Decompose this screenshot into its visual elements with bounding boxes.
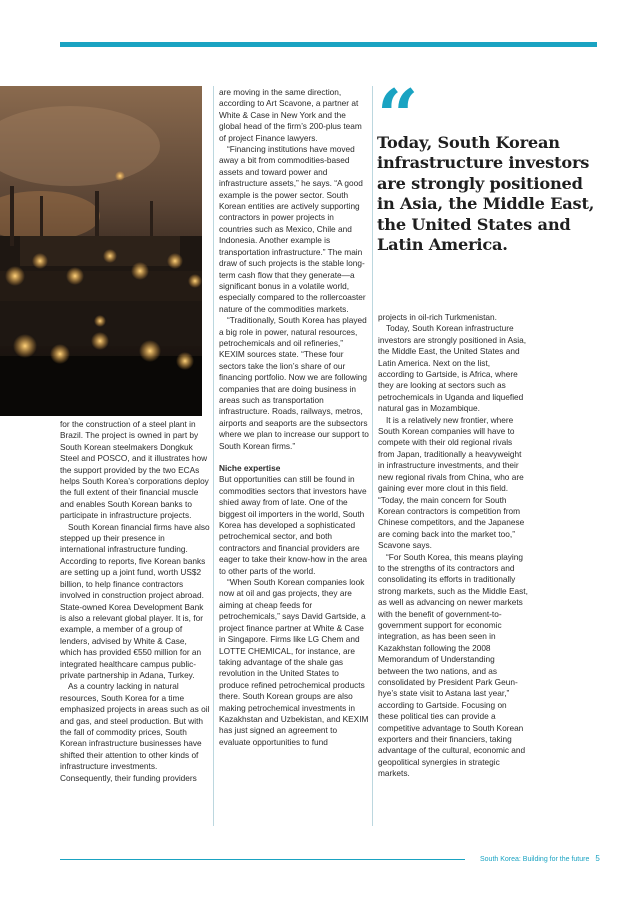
footer-title: South Korea: Building for the future — [480, 856, 590, 863]
page-footer — [480, 854, 600, 863]
col3-paragraph-4: “For South Korea, this means playing to the strengths of its contractors and consolidating its efforts in traditionally strong markets, such as the Middle East, as well as advancing on newer markets with the benefit of government-to-government support for economic integration, as has been seen in Kazakhstan following the 2008 Memorandum of Understanding between the two nations, and as consolidated by President Park Geun-hye’s state visit to Astana last year,” according to Gartside. Focusing on these political ties can provide a competitive advantage to South Korean exporters and their financiers, taking advantage of the cultural, economic and geopolitical synergies in strategic markets. — [378, 551, 528, 779]
footer-rule — [60, 859, 465, 860]
section-heading: Niche expertise — [219, 463, 281, 473]
col2-paragraph-4: But opportunities can still be found in commodities sectors that investors have shied away from of late. One of the biggest oil importers in the world, South Korea has developed a sophisticated petrochemical sector, and both contractors and financial providers are eager to take their know-how in the area to other parts of the world. — [219, 474, 368, 576]
column-1 — [60, 419, 210, 784]
industrial-plant-photo — [0, 86, 202, 416]
column-divider — [372, 86, 373, 826]
col2-paragraph-2: “Financing institutions have moved away a bit from commodities-based assets and toward power and infrastructure assets,” he says. “A good example is the power sector. South Korean entities are actively supporting contractors in power projects in countries such as Mexico, Chile and Indonesia. Another example is transportation infrastructure.” The main draw of such projects is the stable long-term cash flow that they generate—a significant bonus in a volatile world, especially compared to the rollercoaster nature of the commodities markets. — [219, 144, 366, 314]
col1-paragraph-3: As a country lacking in natural resources, South Korea for a time emphasized projects in areas such as oil and gas, and steel production. But with the fall of commodity prices, South Korean infrastructure businesses have shifted their attention to other kinds of infrastructure investments. Consequently, their funding providers — [60, 681, 210, 783]
col2-paragraph-5: “When South Korean companies look now at oil and gas projects, they are aiming at cheap feeds for petrochemicals,” says David Gartside, a project finance partner at White & Case in Singapore. Firms like LG Chem and LOTTE CHEMICAL, for instance, are taking advantage of the shale gas revolution in the United States to produce refined petrochemical products there. South Korean groups are also making petrochemical investments in Kazakhstan and Uzbekistan, and KEXIM has just signed an agreement to evaluate opportunities to fund — [219, 577, 369, 747]
quote-mark-icon: “ — [377, 73, 419, 158]
plant-photo-illustration — [0, 86, 202, 416]
col3-paragraph-2: Today, South Korean infrastructure investors are strongly positioned in Asia, the Middle East, the United States and Latin America. Next on the list, according to Gartside, is Africa, where they are looking at sectors such as petrochemicals in Uganda and liquefied natural gas in Mozambique. — [378, 323, 527, 414]
top-rule — [60, 42, 597, 47]
column-2 — [219, 87, 369, 748]
col1-paragraph-1: for the construction of a steel plant in Brazil. The project is owned in part by South Korean steelmakers Dongkuk Steel and POSCO, and it illustrates how the support provided by the two ECAs helps South Korea’s corporations deploy the full extent of their financial muscle and enables South Korean banks to participate in infrastructure projects. — [60, 419, 209, 521]
column-3 — [378, 312, 528, 780]
col2-paragraph-1: are moving in the same direction, according to Art Scavone, a partner at White & Case in New York and the global head of the firm’s 200-plus team of project Finance lawyers. — [219, 87, 362, 143]
column-divider — [213, 86, 214, 826]
pull-quote: Today, South Korean infrastructure investors are strongly positioned in Asia, the Middle East, the United States and Latin America. — [377, 133, 595, 255]
col3-paragraph-1: projects in oil-rich Turkmenistan. — [378, 312, 497, 322]
page-number: 5 — [595, 854, 600, 863]
col3-paragraph-3: It is a relatively new frontier, where South Korean companies will have to compete with their old regional rivals from Japan, traditionally a heavyweight in infrastructure investments, and their new regional rivals from China, who are gaining ever more clout in this field. “Today, the main concern for South Korean contractors is competition from Chinese competitors, and the Japanese are coming back into the market too,” Scavone says. — [378, 414, 525, 551]
col1-paragraph-2: South Korean financial firms have also stepped up their presence in international infrastructure funding. According to reports, five Korean banks are setting up a joint fund, worth US$2 billion, to help finance contractors involved in construction project abroad. State-owned Korea Development Bank is also a relevant global player. It is, for example, a member of a group of lenders, advised by White & Case, which has provided €550 million for an integrated healthcare campus public-private partnership in Adana, Turkey. — [60, 521, 210, 680]
col2-paragraph-3: “Traditionally, South Korea has played a big role in power, natural resources, petrochemicals and oil refineries,” KEXIM sources state. “These four sectors take the lion’s share of our financing portfolio. Now we are following companies that are doing business in areas such as transportation infrastructure. Roads, railways, metros, airports and seaports are the subsectors where we plan to increase our support to South Korean firms.” — [219, 315, 369, 451]
